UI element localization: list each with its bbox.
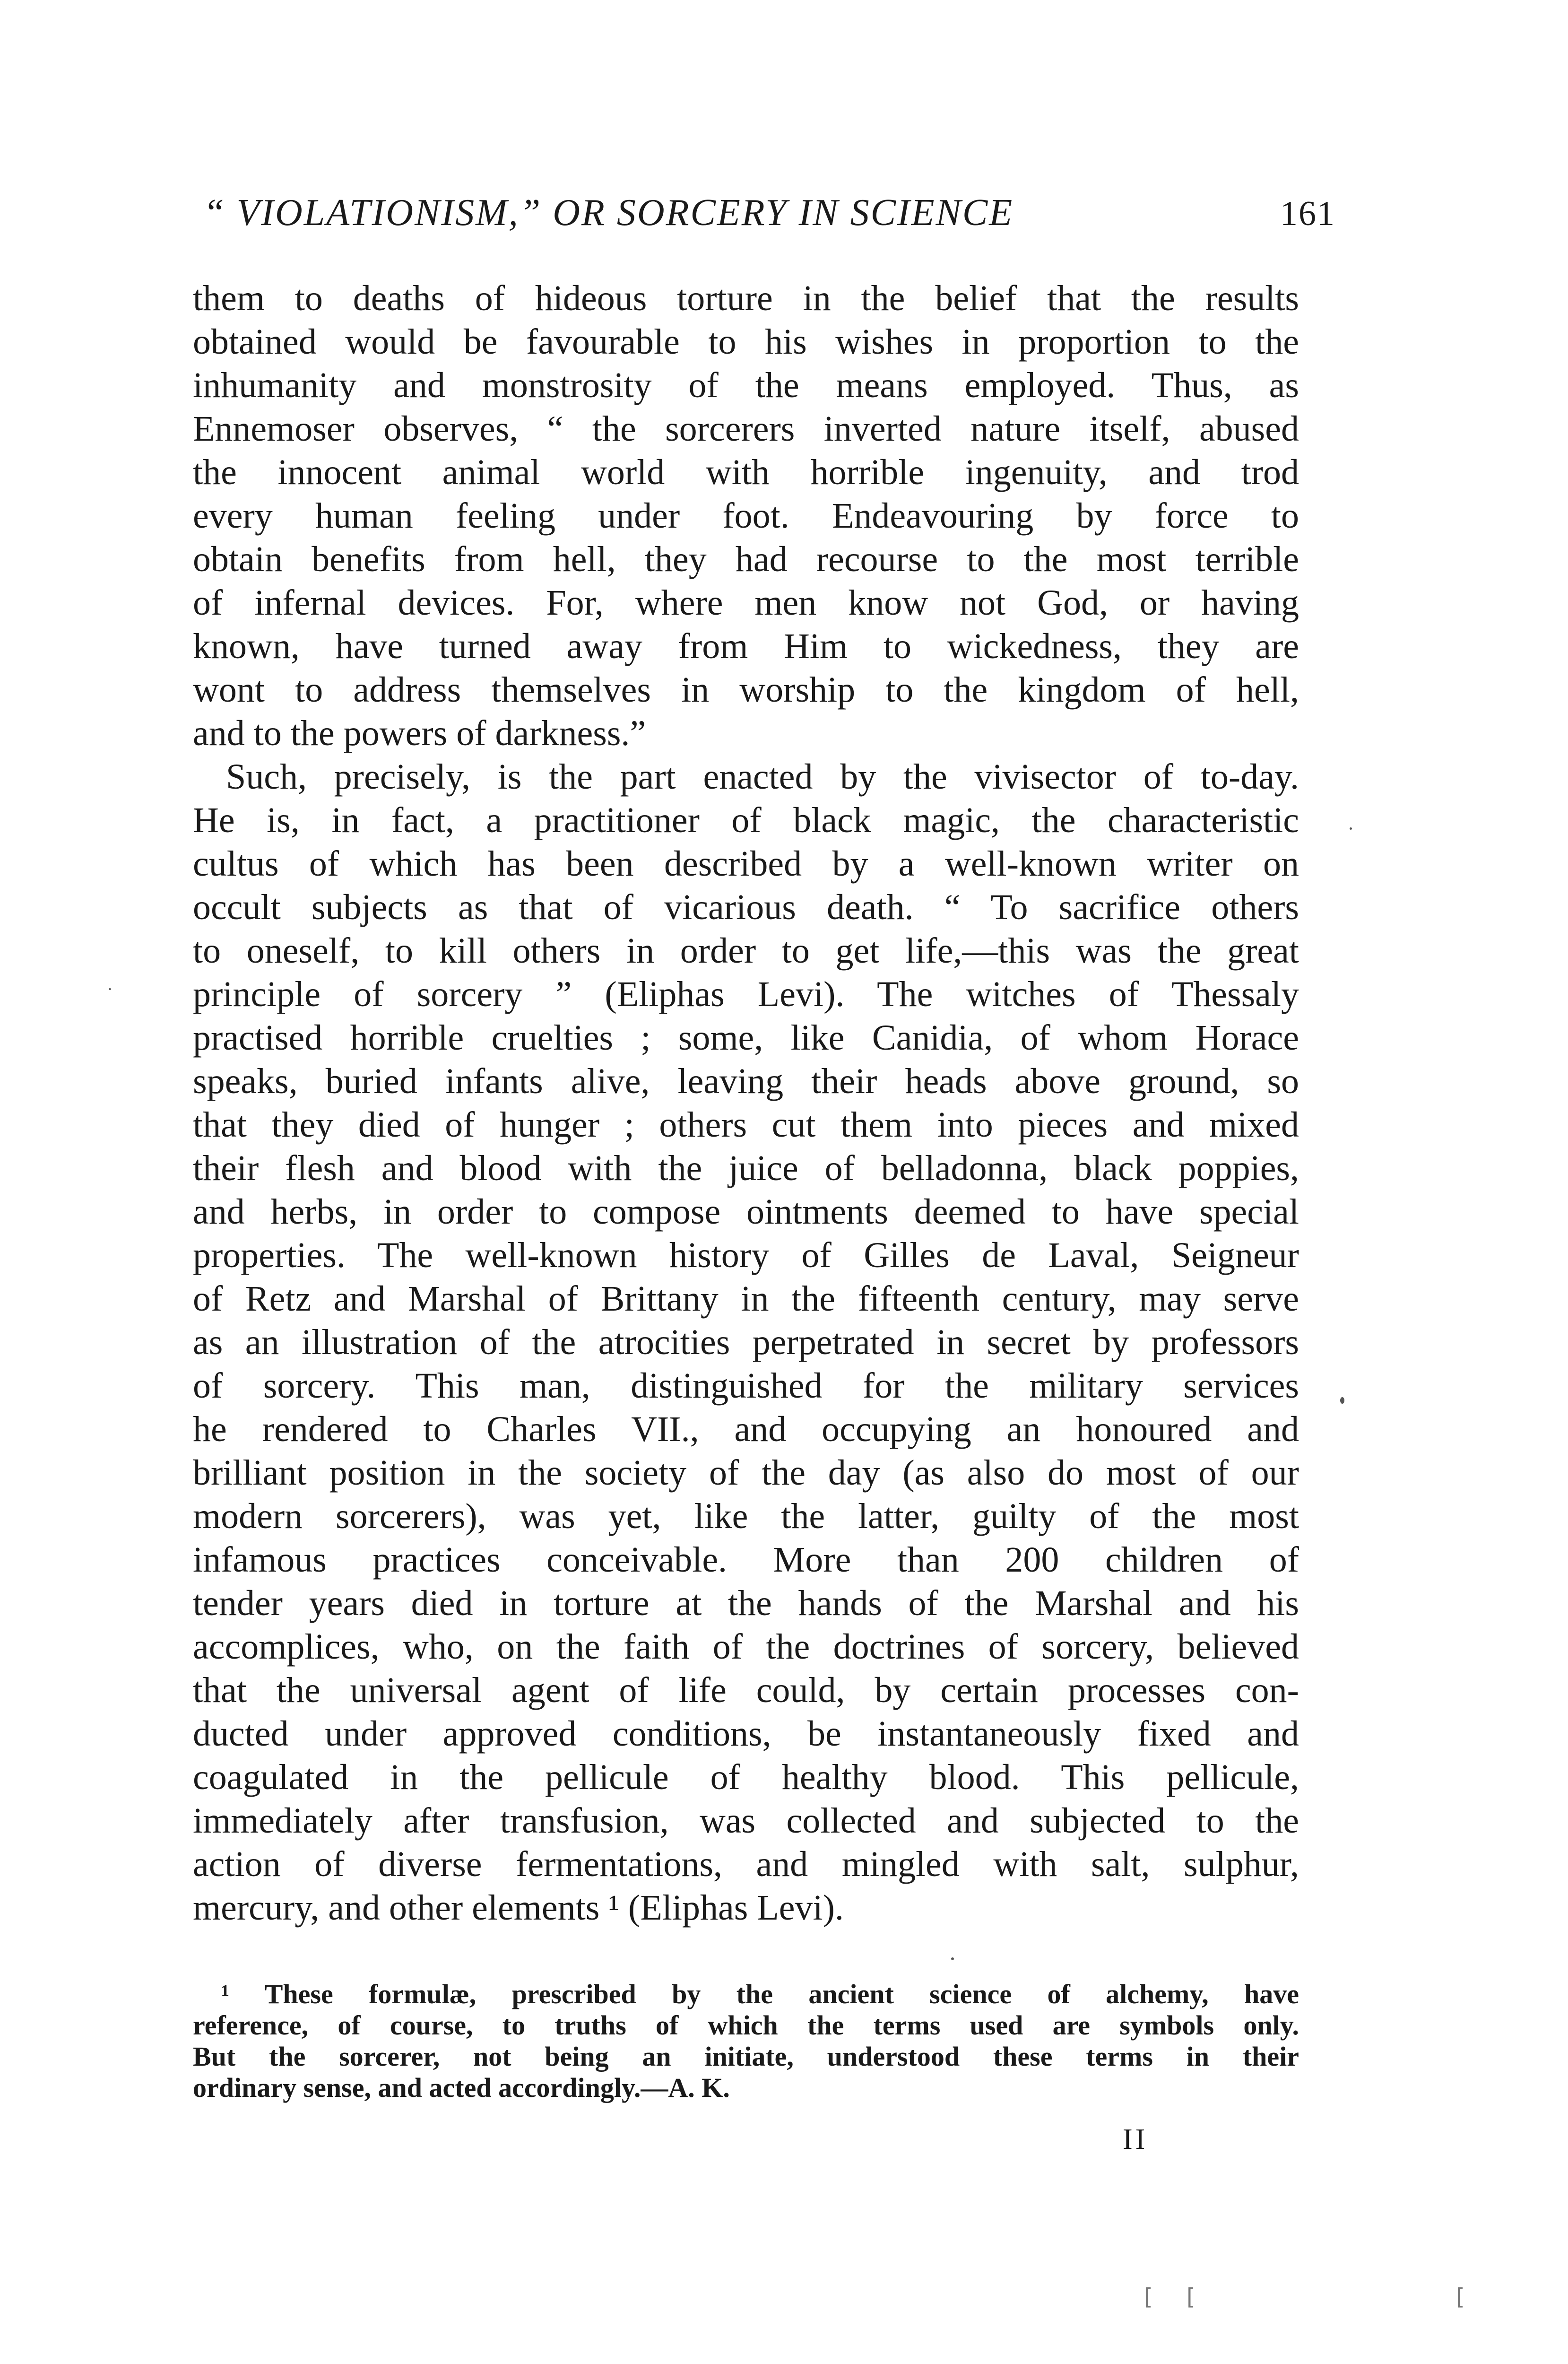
text-line: to oneself, to kill others in order to get life,—this was the great bbox=[193, 931, 1299, 971]
running-title: “ VIOLATIONISM,” OR SORCERY IN SCIENCE bbox=[203, 192, 1014, 234]
text-line: Such, precisely, is the part enacted by the vivisector of to-day. bbox=[226, 757, 1299, 797]
footnote-line: reference, of course, to truths of which the terms used are symbols only. bbox=[193, 2010, 1299, 2041]
text-line: accomplices, who, on the faith of the doctrines of sorcery, believed bbox=[193, 1627, 1299, 1667]
text-line: and herbs, in order to compose ointments deemed to have special bbox=[193, 1192, 1299, 1232]
text-line: He is, in fact, a practitioner of black magic, the characteristic bbox=[193, 800, 1299, 840]
text-line: obtained would be favourable to his wishes in proportion to the bbox=[193, 322, 1299, 362]
scan-artifact-mark: [ bbox=[1144, 2284, 1153, 2310]
text-line: as an illustration of the atrocities perpetrated in secret by professors bbox=[193, 1322, 1299, 1362]
text-line: practised horrible cruelties ; some, like Canidia, of whom Horace bbox=[193, 1018, 1299, 1058]
text-line: immediately after transfusion, was collected and subjected to the bbox=[193, 1801, 1299, 1841]
text-line: action of diverse fermentations, and mingled with salt, sulphur, bbox=[193, 1844, 1299, 1884]
page-number: 161 bbox=[1280, 194, 1335, 233]
text-line: of sorcery. This man, distinguished for the military services bbox=[193, 1366, 1299, 1406]
footnote-line: ordinary sense, and acted accordingly.—A. K. bbox=[193, 2072, 730, 2103]
text-line: of infernal devices. For, where men know not God, or having bbox=[193, 583, 1299, 623]
text-line: that they died of hunger ; others cut them into pieces and mixed bbox=[193, 1105, 1299, 1145]
text-line: the innocent animal world with horrible ingenuity, and trod bbox=[193, 452, 1299, 492]
text-line: cultus of which has been described by a well-known writer on bbox=[193, 844, 1299, 884]
text-line: that the universal agent of life could, by certain processes con- bbox=[193, 1670, 1299, 1710]
text-line: wont to address themselves in worship to the kingdom of hell, bbox=[193, 670, 1299, 710]
scan-speck bbox=[109, 988, 111, 990]
scan-artifact-mark: [ bbox=[1456, 2284, 1465, 2310]
text-line: and to the powers of darkness.” bbox=[193, 713, 646, 753]
scan-artifact-mark: [ bbox=[1187, 2284, 1195, 2310]
text-line: infamous practices conceivable. More than 200 children of bbox=[193, 1540, 1299, 1580]
text-line: modern sorcerers), was yet, like the latter, guilty of the most bbox=[193, 1496, 1299, 1536]
text-line: inhumanity and monstrosity of the means employed. Thus, as bbox=[193, 365, 1299, 405]
scan-speck bbox=[951, 1957, 954, 1960]
text-line: obtain benefits from hell, they had recourse to the most terrible bbox=[193, 539, 1299, 579]
text-line: tender years died in torture at the hands of the Marshal and his bbox=[193, 1583, 1299, 1623]
text-line: coagulated in the pellicule of healthy blood. This pellicule, bbox=[193, 1757, 1299, 1797]
signature-mark: II bbox=[1123, 2123, 1148, 2155]
text-line: mercury, and other elements ¹ (Eliphas Levi). bbox=[193, 1888, 844, 1928]
text-line: known, have turned away from Him to wickedness, they are bbox=[193, 626, 1299, 666]
footnote-line: But the sorcerer, not being an initiate, understood these terms in their bbox=[193, 2041, 1299, 2072]
text-line: speaks, buried infants alive, leaving their heads above ground, so bbox=[193, 1061, 1299, 1101]
text-line: principle of sorcery ” (Eliphas Levi). The witches of Thessaly bbox=[193, 974, 1299, 1014]
scan-speck bbox=[1340, 1397, 1344, 1404]
text-line: them to deaths of hideous torture in the belief that the results bbox=[193, 278, 1299, 318]
text-line: occult subjects as that of vicarious death. “ To sacrifice others bbox=[193, 887, 1299, 927]
text-line: Ennemoser observes, “ the sorcerers inverted nature itself, abused bbox=[193, 409, 1299, 449]
text-line: their flesh and blood with the juice of belladonna, black poppies, bbox=[193, 1148, 1299, 1188]
scan-speck bbox=[1350, 827, 1352, 830]
text-line: brilliant position in the society of the day (as also do most of our bbox=[193, 1453, 1299, 1493]
footnote-line: ¹ These formulæ, prescribed by the ancient science of alchemy, have bbox=[221, 1979, 1299, 2009]
text-line: properties. The well-known history of Gilles de Laval, Seigneur bbox=[193, 1235, 1299, 1275]
text-line: of Retz and Marshal of Brittany in the fifteenth century, may serve bbox=[193, 1279, 1299, 1319]
text-line: he rendered to Charles VII., and occupying an honoured and bbox=[193, 1409, 1299, 1449]
text-line: ducted under approved conditions, be instantaneously fixed and bbox=[193, 1714, 1299, 1754]
text-line: every human feeling under foot. Endeavouring by force to bbox=[193, 496, 1299, 536]
